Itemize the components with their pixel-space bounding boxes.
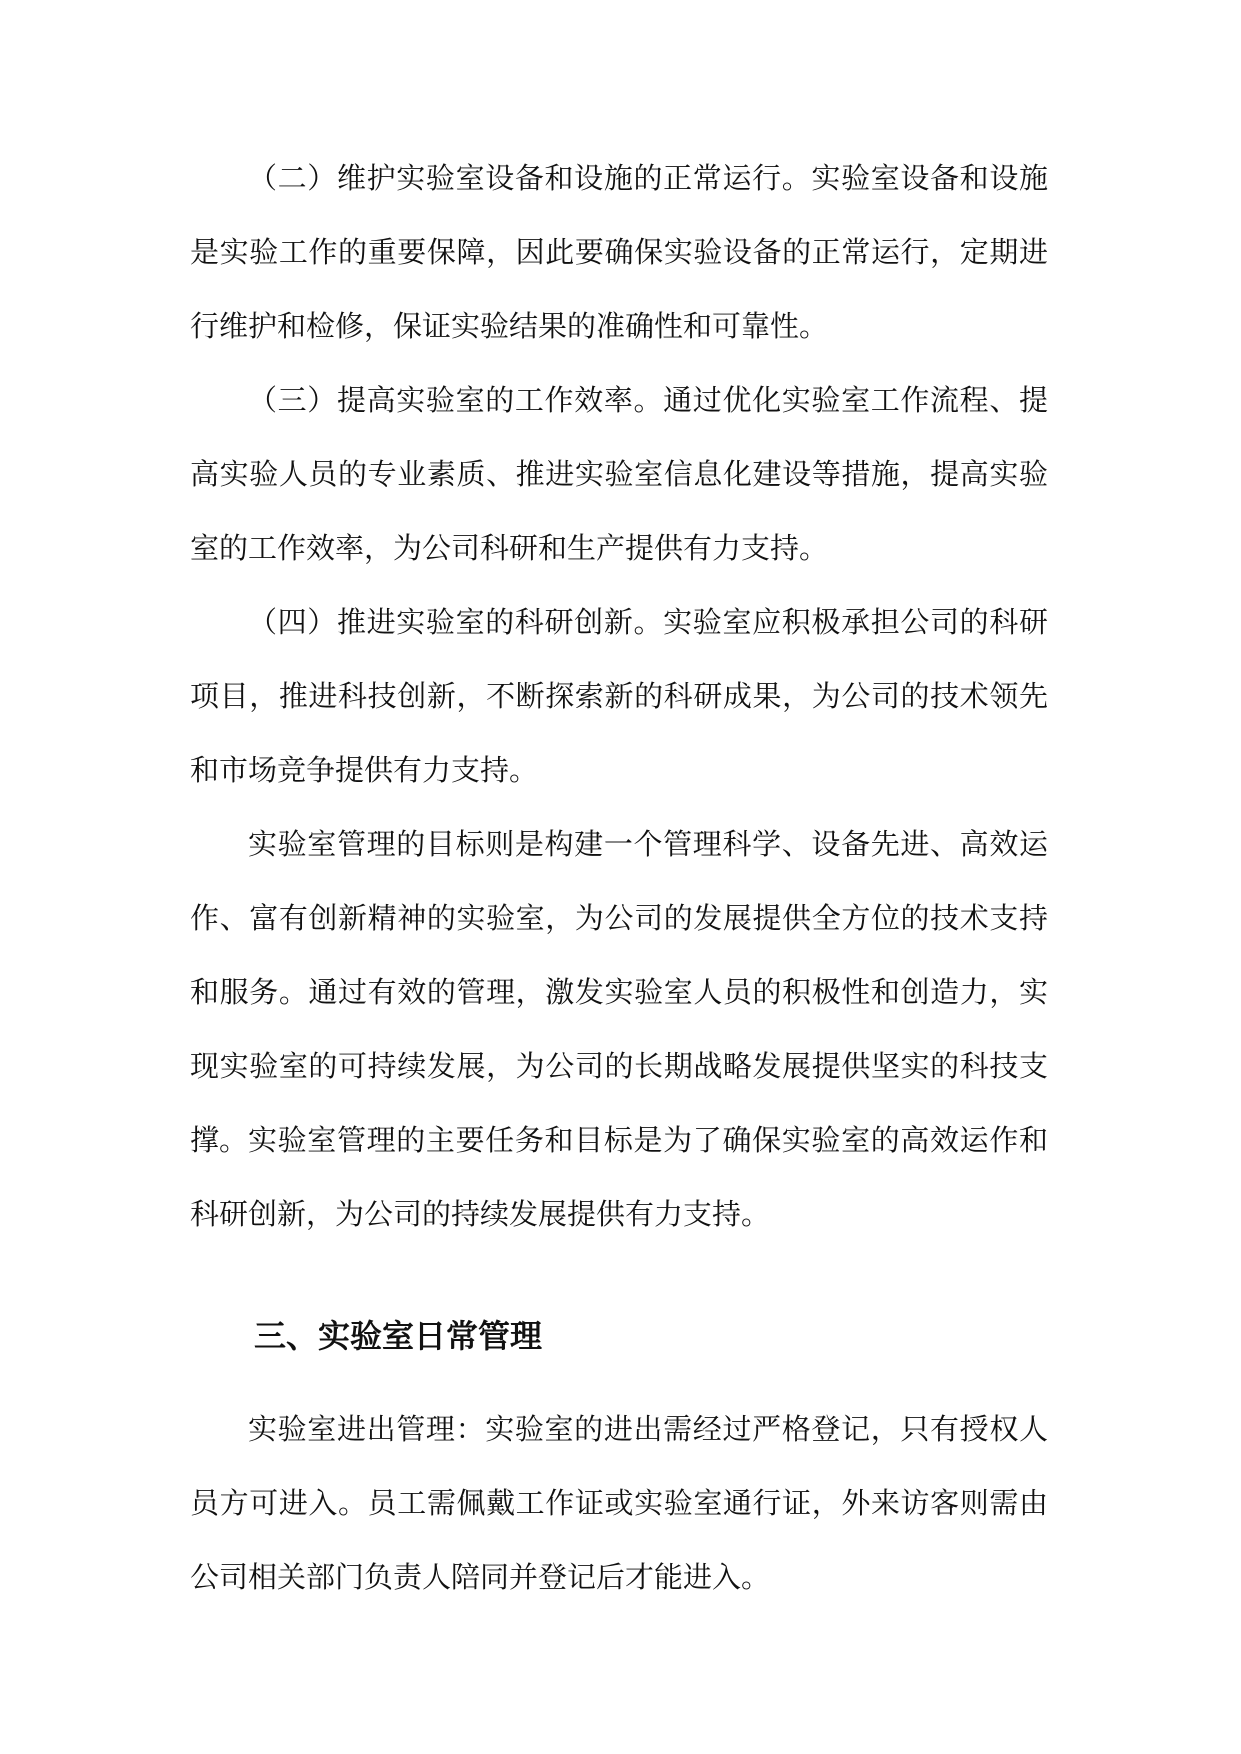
paragraph-improve-efficiency: （三）提高实验室的工作效率。通过优化实验室工作流程、提高实验人员的专业素质、推进实验室信息化建设等措施，提高实验室的工作效率，为公司科研和生产提供有力支持。 xyxy=(190,383,1048,565)
paragraph-access-management: 实验室进出管理：实验室的进出需经过严格登记，只有授权人员方可进入。员工需佩戴工作证或实验室通行证，外来访客则需由公司相关部门负责人陪同并登记后才能进入。 xyxy=(190,1412,1048,1594)
section-heading-daily-management: 三、实验室日常管理 xyxy=(254,1317,543,1355)
paragraph-tasks-summary: 实验室管理的主要任务和目标是为了确保实验室的高效运作和科研创新，为公司的持续发展提供有力支持。 xyxy=(190,1123,1048,1231)
paragraph-maintain-equipment: （二）维护实验室设备和设施的正常运行。实验室设备和设施是实验工作的重要保障，因此要确保实验设备的正常运行，定期进行维护和检修，保证实验结果的准确性和可靠性。 xyxy=(190,161,1048,343)
paragraph-research-innovation: （四）推进实验室的科研创新。实验室应积极承担公司的科研项目，推进科技创新，不断探索新的科研成果，为公司的技术领先和市场竞争提供有力支持。 xyxy=(190,605,1048,787)
paragraph-management-goals: 实验室管理的目标则是构建一个管理科学、设备先进、高效运作、富有创新精神的实验室，为公司的发展提供全方位的技术支持和服务。通过有效的管理，激发实验室人员的积极性和创造力，实现实验室的可持续发展，为公司的长期战略发展提供坚实的科技支撑。 xyxy=(190,827,1048,1157)
